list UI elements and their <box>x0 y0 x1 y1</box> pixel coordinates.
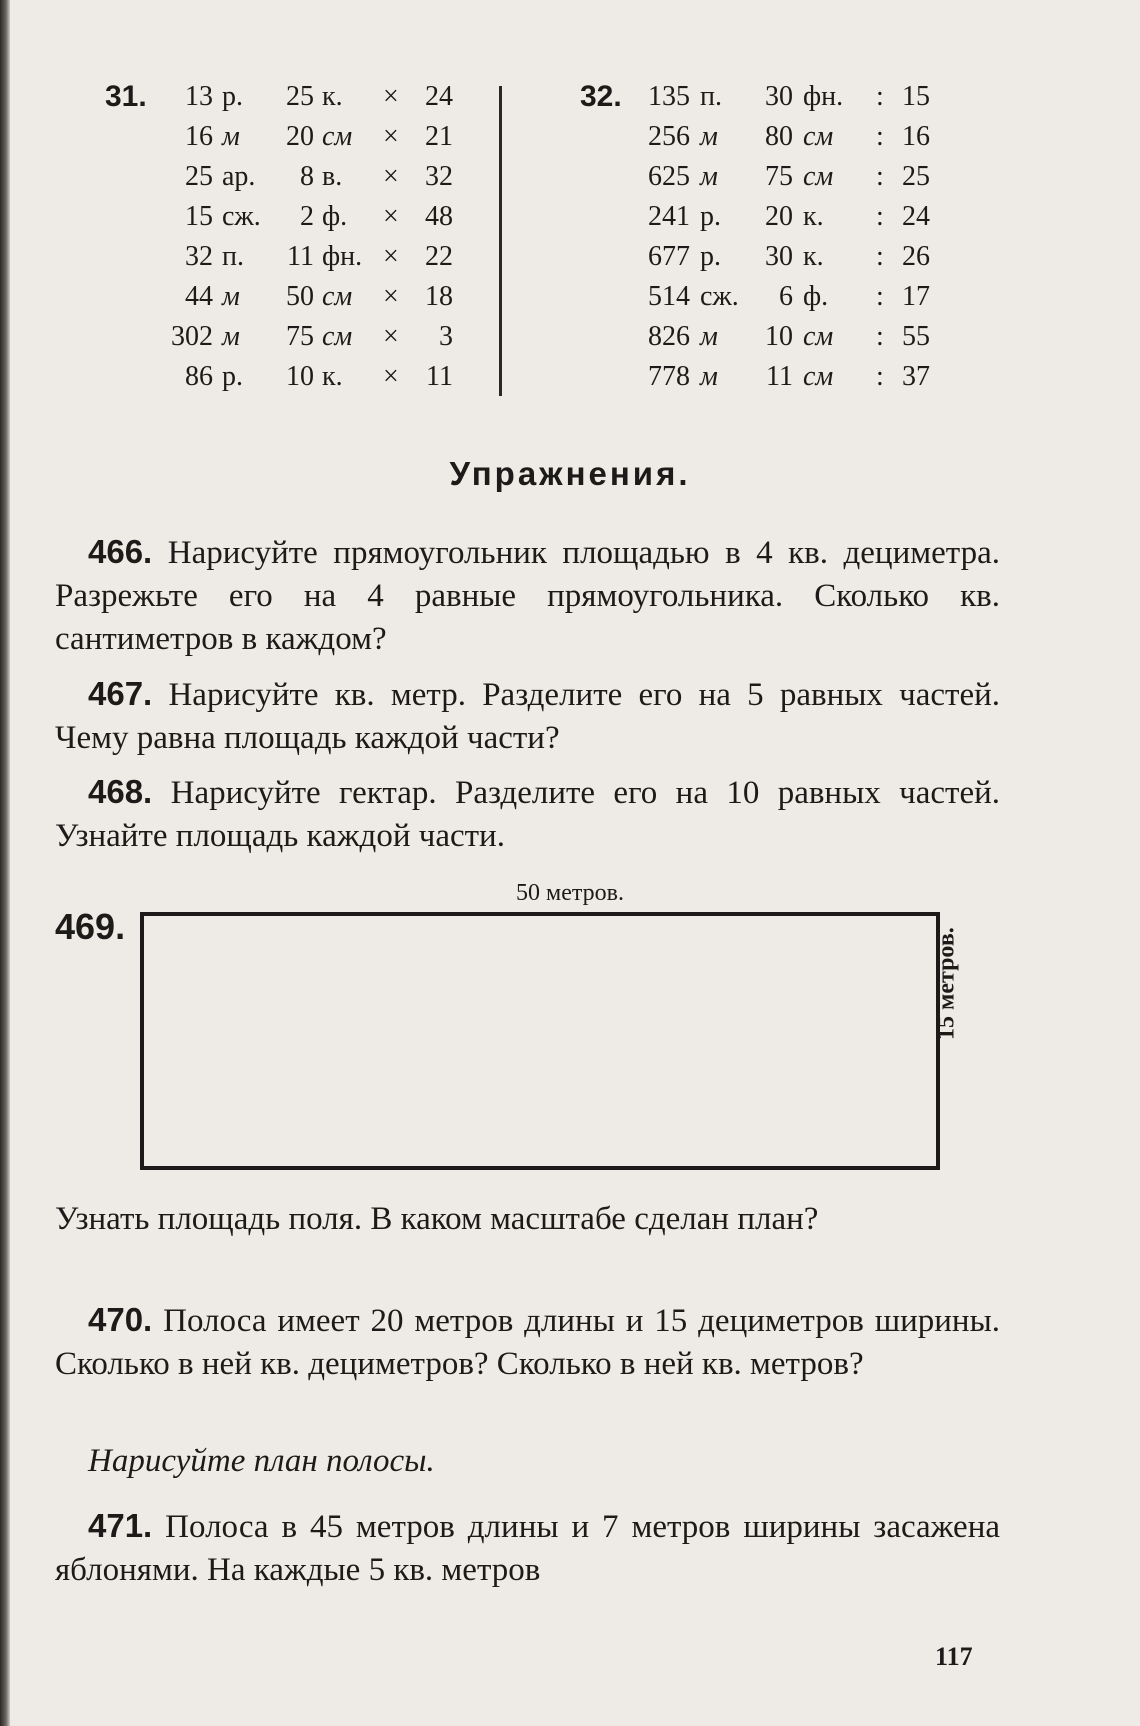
exercise-468 <box>55 770 1000 858</box>
table-31-cell: 20 <box>286 121 314 152</box>
exercise-number: 466. <box>88 533 153 570</box>
table-31-cell: м <box>222 321 240 352</box>
section-heading: Упражнения. <box>449 455 691 492</box>
exercise-text: Полоса в 45 метров длины и 7 метров ширины засажена яблонями. На каждые 5 кв. метров <box>55 1509 1001 1588</box>
field-plan-rectangle <box>140 912 940 1170</box>
exercise-text: Нарисуйте гектар. Разделите его на 10 равных частей. Узнайте площадь каждой части. <box>55 775 1000 854</box>
table-31-cell: в. <box>322 161 343 192</box>
table-32-cell: : <box>876 121 884 152</box>
table-31-cell: × <box>383 281 399 312</box>
table-32-row <box>0 358 1140 396</box>
table-32-cell: 11 <box>766 361 793 392</box>
table-31-cell: 50 <box>286 281 314 312</box>
table-32-row <box>0 238 1140 276</box>
table-32-cell: 26 <box>902 241 930 272</box>
table-31-cell: 24 <box>425 81 453 112</box>
table-32-cell: 625 <box>648 161 690 192</box>
table-32-cell: 677 <box>648 241 690 272</box>
exercise-text: Нарисуйте прямоугольник площадью в 4 кв. дециметра. Разрежьте его на 4 равные прямоугольника. Сколько кв. сантиметров в каждом? <box>55 535 1001 657</box>
table-31-cell: м <box>222 121 240 152</box>
table-32-cell: : <box>876 281 884 312</box>
table-32-row <box>0 118 1140 156</box>
table-32-cell: ф. <box>803 281 829 312</box>
table-31-cell: к. <box>322 81 343 112</box>
table-32-cell: см <box>803 321 834 352</box>
table-32-cell: 256 <box>648 121 690 152</box>
table-31-cell: ар. <box>222 161 256 192</box>
table-32-cell: 241 <box>648 201 690 232</box>
table-31-cell: ф. <box>322 201 348 232</box>
exercise-466 <box>55 530 1000 661</box>
table-32-row <box>0 158 1140 196</box>
table-32-cell: см <box>803 361 834 392</box>
table-32-cell: : <box>876 161 884 192</box>
table-31-cell: 32 <box>185 241 213 272</box>
table-32-cell: 17 <box>902 281 930 312</box>
table-31-cell: 13 <box>185 81 213 112</box>
table-32-cell: 10 <box>765 321 793 352</box>
table-32-cell: 30 <box>765 81 793 112</box>
table-31-cell: м <box>222 281 240 312</box>
table-32-cell: сж. <box>700 281 739 312</box>
table-31-cell: см <box>322 321 353 352</box>
table-31-cell: 11 <box>426 361 453 392</box>
exercise-text: Полоса имеет 20 метров длины и 15 дециметров ширины. Сколько в ней кв. дециметров? Сколько в ней кв. метров? <box>55 1303 1001 1382</box>
table-32-cell: 80 <box>765 121 793 152</box>
table-31-cell: × <box>383 81 399 112</box>
table-32-cell: к. <box>803 241 824 272</box>
exercise-471 <box>55 1504 1000 1592</box>
table-31-cell: 15 <box>185 201 213 232</box>
table-31-cell: 18 <box>425 281 453 312</box>
table-32-cell: 6 <box>779 281 793 312</box>
table-31-cell: × <box>383 161 399 192</box>
table-32-cell: 25 <box>902 161 930 192</box>
table-32-cell: 37 <box>902 361 930 392</box>
exercise-note-text: Нарисуйте план полосы. <box>88 1443 435 1479</box>
exercise-number: 468. <box>88 773 153 810</box>
table-31-cell: × <box>383 241 399 272</box>
table-32-cell: : <box>876 201 884 232</box>
table-31-cell: 25 <box>286 81 314 112</box>
table-32-row <box>0 278 1140 316</box>
table-32-cell: см <box>803 161 834 192</box>
exercise-470 <box>55 1298 1000 1386</box>
table-32-cell: 24 <box>902 201 930 232</box>
table-31-cell: п. <box>222 241 244 272</box>
table-31-cell: к. <box>322 361 343 392</box>
exercise-469-question: Узнать площадь поля. В каком масштабе сделан план? <box>55 1201 819 1237</box>
table-31-cell: 32 <box>425 161 453 192</box>
table-32-cell: : <box>876 361 884 392</box>
table-31-cell: 302 <box>171 321 213 352</box>
table-32-cell: 15 <box>902 81 930 112</box>
table-32-cell: 826 <box>648 321 690 352</box>
table-31-cell: 22 <box>425 241 453 272</box>
table-32-row <box>0 198 1140 236</box>
table-32-cell: 75 <box>765 161 793 192</box>
table-32-cell: 55 <box>902 321 930 352</box>
exercise-number: 469. <box>55 906 126 947</box>
table-32-cell: 16 <box>902 121 930 152</box>
table-31-cell: 11 <box>287 241 314 272</box>
table-32-cell: 20 <box>765 201 793 232</box>
table-32-cell: 778 <box>648 361 690 392</box>
exercise-number: 471. <box>88 1507 153 1544</box>
table-32-cell: : <box>876 81 884 112</box>
table-31-cell: × <box>383 121 399 152</box>
table-31-cell: 8 <box>300 161 314 192</box>
table-32-cell: : <box>876 241 884 272</box>
table-31-cell: р. <box>222 361 243 392</box>
table-32-cell: м <box>700 321 718 352</box>
table-32-cell: р. <box>700 241 721 272</box>
page-number: 117 <box>935 1642 973 1671</box>
table-31-cell: 86 <box>185 361 213 392</box>
table-31-cell: сж. <box>222 201 261 232</box>
exercise-number: 467. <box>88 675 153 712</box>
plan-width-label: 50 метров. <box>516 880 624 906</box>
table-32-cell: см <box>803 121 834 152</box>
table-32-cell: фн. <box>803 81 844 112</box>
exercise-text: Нарисуйте кв. метр. Разделите его на 5 равных частей. Чему равна площадь каждой части? <box>55 677 1001 756</box>
table-31-cell: 75 <box>286 321 314 352</box>
table-32-row <box>0 318 1140 356</box>
table-31-cell: 25 <box>185 161 213 192</box>
table-31-cell: × <box>383 201 399 232</box>
table-32-cell: м <box>700 121 718 152</box>
table-31-cell: 2 <box>300 201 314 232</box>
exercise-470-note <box>55 1440 1000 1483</box>
arithmetic-tables <box>0 78 1140 398</box>
table-31-cell: × <box>383 361 399 392</box>
table-32-cell: к. <box>803 201 824 232</box>
plan-height-label: 15 метров. <box>933 927 960 1040</box>
table-32-cell: 514 <box>648 281 690 312</box>
table-31-cell: фн. <box>322 241 363 272</box>
table-32-cell: п. <box>700 81 722 112</box>
table-31-cell: см <box>322 281 353 312</box>
table-31-cell: р. <box>222 81 243 112</box>
exercise-number: 470. <box>88 1301 153 1338</box>
table-31-cell: см <box>322 121 353 152</box>
table-32-cell: м <box>700 161 718 192</box>
table-32-cell: 135 <box>648 81 690 112</box>
table-31-cell: 3 <box>439 321 453 352</box>
table-32-cell: 30 <box>765 241 793 272</box>
table-32-cell: : <box>876 321 884 352</box>
table-32-label: 32. <box>580 80 622 113</box>
table-31-label: 31. <box>105 80 147 113</box>
table-32-cell: м <box>700 361 718 392</box>
table-31-cell: × <box>383 321 399 352</box>
table-31-cell: 21 <box>425 121 453 152</box>
table-31-cell: 16 <box>185 121 213 152</box>
exercise-467 <box>55 672 1000 760</box>
table-31-cell: 44 <box>185 281 213 312</box>
table-32-row <box>0 78 1140 116</box>
table-31-cell: 48 <box>425 201 453 232</box>
table-32-cell: р. <box>700 201 721 232</box>
table-31-cell: 10 <box>286 361 314 392</box>
